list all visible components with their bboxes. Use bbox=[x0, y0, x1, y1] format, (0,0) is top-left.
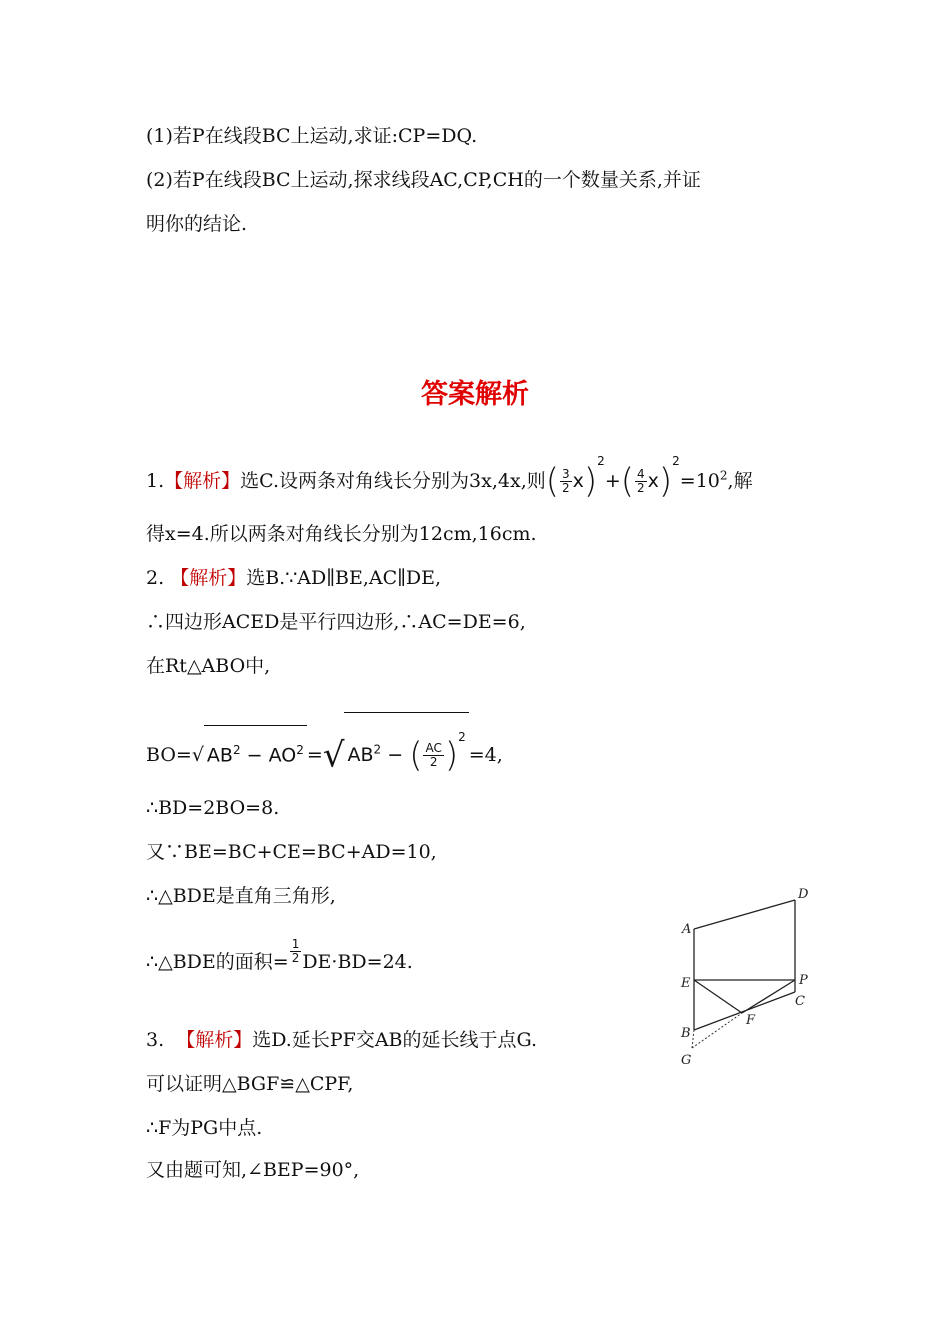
fraction-ac-2: $\frac{AC}{2}$ bbox=[425, 741, 442, 769]
label-E: E bbox=[681, 976, 691, 991]
label-D: D bbox=[798, 887, 809, 902]
label-F: F bbox=[746, 1013, 756, 1028]
segment-BG-dotted bbox=[692, 1030, 694, 1048]
segment-GF-dotted bbox=[692, 1013, 742, 1048]
solution-2-line-7: ∴△BDE是直角三角形, bbox=[146, 885, 336, 907]
label-P: P bbox=[799, 973, 808, 988]
fraction-half: $\frac{1}{2}$ bbox=[291, 937, 300, 965]
label-A: A bbox=[682, 922, 692, 937]
geometry-figure bbox=[668, 880, 818, 1070]
solution-3-line-1: 3. 【解析】选D.延长PF交AB的延长线于点G. bbox=[146, 1029, 538, 1051]
solution-2-line-1: 2. 【解析】选B.∵AD∥BE,AC∥DE, bbox=[146, 567, 442, 589]
answer-title: 答案解析 bbox=[421, 379, 529, 410]
expression-1: ( $\frac{3}{2}$ x)$^2$+( $\frac{4}{2}$ x)$^2$ bbox=[545, 454, 680, 502]
fraction-3-2: $\frac{3}{2}$ bbox=[562, 467, 570, 495]
solution-1-number: 1. bbox=[146, 470, 165, 492]
label-G: G bbox=[681, 1053, 692, 1068]
solution-2-line-2: ∴四边形ACED是平行四边形,∴AC=DE=6, bbox=[146, 611, 526, 633]
analysis-tag: 【解析】 bbox=[176, 1029, 253, 1051]
question-2-line-1: (2)若P在线段BC上运动,探求线段AC,CP,CH的一个数量关系,并证 bbox=[146, 169, 701, 191]
fraction-4-2: $\frac{4}{2}$ bbox=[637, 467, 645, 495]
solution-2-formula: BO=√ $AB^2 - AO^2$ =√ $AB^2$ − ( $\frac{AC}{2}$ )$^2$=4, bbox=[146, 712, 503, 780]
segment-PF bbox=[742, 980, 795, 1013]
solution-1-line-1: 1.【解析】选C.设两条对角线长分别为3x,4x,则( $\frac{3}{2}$ x)$^2$+( $\frac{4}{2}$ $x)^2=10^2$,解 bbox=[146, 454, 753, 502]
question-2-line-2: 明你的结论. bbox=[146, 213, 248, 235]
segment-AD bbox=[694, 900, 795, 929]
analysis-tag: 【解析】 bbox=[164, 470, 241, 492]
sqrt-expression-2: √ $AB^2$ − ( $\frac{AC}{2}$ )$^2$ bbox=[323, 744, 469, 766]
solution-2-line-6: 又∵BE=BC+CE=BC+AD=10, bbox=[146, 841, 437, 863]
solution-1-text: 选C.设两条对角线长分别为3x,4x,则 bbox=[240, 470, 546, 492]
solution-3-line-2: 可以证明△BGF≌△CPF, bbox=[146, 1073, 354, 1095]
solution-2-line-8: ∴△BDE的面积= $\frac{1}{2}$ DE·BD=24. bbox=[146, 937, 413, 973]
solution-1-line-2: 得x=4.所以两条对角线长分别为12cm,16cm. bbox=[146, 523, 537, 545]
solution-2-line-3: 在Rt△ABO中, bbox=[146, 655, 271, 677]
question-1: (1)若P在线段BC上运动,求证:CP=DQ. bbox=[146, 125, 478, 147]
sqrt-expression-1: √ $AB^2 - AO^2$ bbox=[192, 744, 307, 766]
solution-3-line-4: 又由题可知,∠BEP=90°, bbox=[146, 1159, 360, 1181]
analysis-tag: 【解析】 bbox=[170, 567, 247, 589]
label-C: C bbox=[795, 994, 805, 1009]
solution-3-line-3: ∴F为PG中点. bbox=[146, 1117, 263, 1139]
segment-EF bbox=[694, 980, 742, 1013]
solution-2-line-5: ∴BD=2BO=8. bbox=[146, 797, 280, 819]
label-B: B bbox=[681, 1026, 691, 1041]
